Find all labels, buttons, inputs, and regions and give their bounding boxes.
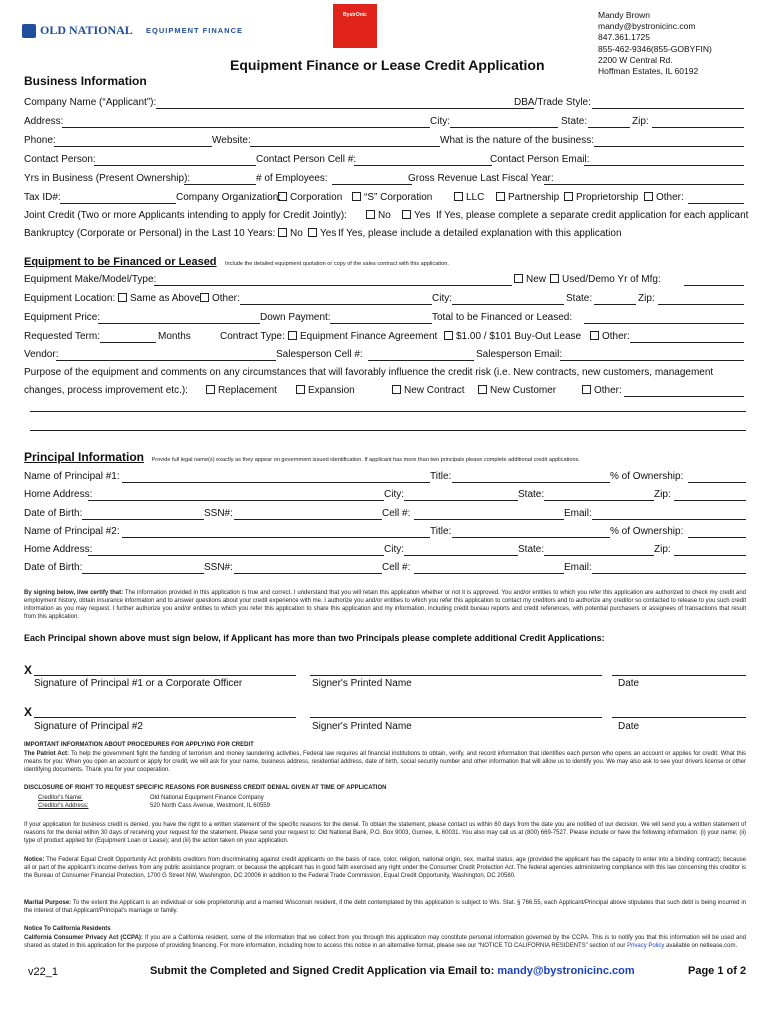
logo-subtitle: EQUIPMENT FINANCE (146, 26, 244, 35)
revenue-label: Gross Revenue Last Fiscal Year: (408, 173, 554, 184)
org-llc[interactable] (452, 191, 484, 205)
principal1-name-field[interactable] (122, 482, 430, 483)
purpose-other-field[interactable] (624, 396, 744, 397)
signature-x: X (24, 663, 33, 677)
bankruptcy-row (24, 227, 746, 243)
no-label: No (378, 210, 391, 221)
ca-text: If you are a California resident, some of the information that we collect from you through this application may constitute personal information governed by the CCPA. This is to notify you that this information will be used and shared as stated in this application for the purpose of providing financing. For more information, including how to access this notice in an alternative format, please see our “NOTICE TO CALIFORNIA RESIDENTS” section of our (24, 935, 746, 949)
principal2-cell-field[interactable] (414, 573, 564, 574)
checkbox-icon (590, 331, 599, 340)
location-label: Equipment Location: (24, 293, 116, 304)
submit-instruction (150, 965, 635, 977)
patriot-lead: The Patriot Act: (24, 751, 70, 757)
website-label: Website: (212, 135, 251, 146)
contact-email-field[interactable] (584, 165, 744, 166)
org-option-label: “S” Corporation (364, 192, 433, 203)
contract-other-option[interactable] (588, 330, 630, 344)
employees-field[interactable] (332, 184, 412, 185)
contract-type-label: Contract Type: (220, 331, 285, 342)
months-label: Months (158, 331, 191, 342)
certify-lead: By signing below, I/we certify that: (24, 590, 124, 596)
creditor-name-label: Creditor's Name: (38, 795, 83, 801)
submit-text: Submit the Completed and Signed Credit Application via Email to: (150, 965, 495, 977)
contact-line: 855-462-9346(855-GOBYFIN) (598, 43, 712, 54)
dob-label: Date of Birth: (24, 508, 83, 519)
org-option-label: Proprietorship (576, 192, 639, 203)
checkbox-icon (288, 331, 297, 340)
purpose-replacement[interactable] (204, 384, 277, 398)
ca-tail: available on netlease.com. (666, 943, 738, 949)
checkbox-icon (278, 192, 287, 201)
org-other-field[interactable] (688, 203, 744, 204)
term-field[interactable] (100, 342, 156, 343)
checkbox-icon (514, 274, 523, 283)
principal1-ownership-field[interactable] (688, 482, 746, 483)
patriot-text: To help the government fight the funding of terrorism and money laundering activities, Federal law requires all financial institutions to obtain, verify, and record information that identifies each person who opens an account or applies for credit. What this means for you: When you open an account or apply for credit, we will ask for your name, business address, residential address, date of birth, social security number and other information that will allow us to identify you. We may also ask to see your drivers license or other identifying documents. Thank you for your cooperation. (24, 751, 747, 773)
state-field[interactable] (588, 127, 630, 128)
yrs-row (24, 172, 746, 188)
other-label: Other: (602, 331, 630, 342)
location-zip-field[interactable] (658, 304, 744, 305)
principal2-home-row (24, 543, 746, 559)
zip-label: Zip: (654, 489, 671, 500)
principal2-ownership-field[interactable] (688, 537, 746, 538)
company-label: Company Name (“Applicant”): (24, 97, 157, 108)
purpose-option-label: Expansion (308, 385, 355, 396)
submit-email-link[interactable]: mandy@bystronicinc.com (497, 965, 635, 977)
printed-name2-line[interactable] (310, 717, 602, 718)
principal2-name-row (24, 525, 746, 541)
purpose-label: Purpose of the equipment and comments on any circumstances that will favorably influence the credit risk (i.e. New contracts, new customers, management (24, 367, 714, 378)
purpose-option-label: New Contract (404, 385, 465, 396)
checkbox-icon (206, 385, 215, 394)
state-label: State: (561, 116, 588, 127)
equipment-heading-note: Include the detailed equipment quotation or copy of the sales contract with this application. (224, 261, 449, 267)
joint-no[interactable] (364, 209, 391, 223)
checkbox-icon (444, 331, 453, 340)
ssn-label: SSN#: (204, 562, 233, 573)
phone-field[interactable] (54, 146, 212, 147)
principal1-home-field[interactable] (88, 500, 384, 501)
title-label: Title: (430, 471, 452, 482)
printed-name1-label: Signer's Printed Name (312, 678, 412, 689)
principal1-name-row (24, 470, 746, 486)
zip-label: Zip: (638, 293, 655, 304)
sales-cell-field[interactable] (368, 360, 474, 361)
taxid-field[interactable] (60, 203, 176, 204)
contact-person-field[interactable] (94, 165, 256, 166)
principal1-title-field[interactable] (452, 482, 610, 483)
bankruptcy-yes[interactable] (306, 227, 336, 241)
contact-email-label: Contact Person Email: (490, 154, 590, 165)
contact-person-label: Contact Person: (24, 154, 96, 165)
ownership-label: % of Ownership: (610, 471, 684, 482)
location-other-field[interactable] (240, 304, 432, 305)
cell-label: Cell #: (382, 508, 411, 519)
org-corporation[interactable] (276, 191, 342, 205)
contact-line: 2200 W Central Rd. (598, 54, 673, 65)
checkbox-icon (352, 192, 361, 201)
principal-heading-row (24, 448, 580, 466)
efa-label: Equipment Finance Agreement (300, 331, 438, 342)
purpose-option-label: Other: (594, 385, 622, 396)
page-title: Equipment Finance or Lease Credit Application (230, 57, 545, 73)
joint-tail: If Yes, please complete a separate credit application for each applicant (436, 210, 749, 221)
location-row (24, 292, 746, 308)
revenue-field[interactable] (544, 184, 744, 185)
purpose-expansion[interactable] (294, 384, 355, 398)
new-label: New (526, 274, 547, 285)
checkbox-icon (366, 210, 375, 219)
yes-label: Yes (414, 210, 431, 221)
principal-heading-note: Provide full legal name(s) exactly as they appear on government issued identification. If applicant has more than two principals please complete additional credit applications. (151, 457, 580, 463)
printed-name2-label: Signer's Printed Name (312, 721, 412, 732)
contact-line: mandy@bystronicinc.com (598, 21, 696, 32)
taxid-label: Tax ID#: (24, 192, 61, 203)
location-city-field[interactable] (452, 304, 564, 305)
vendor-field[interactable] (56, 360, 276, 361)
contact-block (598, 10, 712, 77)
org-option-label: Other: (656, 192, 684, 203)
equipment-heading: Equipment to be Financed or Leased (24, 256, 217, 268)
principal2-dob-row (24, 561, 746, 577)
yes-label: Yes (320, 228, 337, 239)
marital-text: To the extent the Applicant is an individual or sole proprietorship and a married Wisconsin resident, if the debt contemplated by this application is subject to Wis. Stat. § 766.55, each Applicant/Principal above stipulates that such debt is being incurred in the interest of that Applicant/Principal's marriage or family. (24, 900, 746, 914)
total-field[interactable] (584, 323, 744, 324)
purpose-row-2 (24, 384, 746, 400)
website-field[interactable] (250, 146, 440, 147)
purpose-label-2: changes, process improvement etc.): (24, 385, 188, 396)
principal2-zip-field[interactable] (674, 555, 746, 556)
checkbox-icon (496, 192, 505, 201)
marital-lead: Marital Purpose: (24, 900, 72, 906)
buyout-option[interactable] (442, 330, 581, 344)
patriot-paragraph (24, 750, 746, 774)
zip-label: Zip: (654, 544, 671, 555)
address-field[interactable] (62, 127, 430, 128)
zip-field[interactable] (652, 127, 744, 128)
important-heading: IMPORTANT INFORMATION ABOUT PROCEDURES FOR APPLYING FOR CREDIT (24, 742, 254, 748)
state-label: State: (518, 544, 545, 555)
checkbox-icon (582, 385, 591, 394)
purpose-option-label: Replacement (218, 385, 277, 396)
principal1-state-field[interactable] (544, 500, 654, 501)
logo-mark-icon (22, 24, 36, 38)
org-proprietorship[interactable] (562, 191, 638, 205)
page-number: Page 1 of 2 (688, 965, 747, 977)
joint-yes[interactable] (400, 209, 430, 223)
contract-other-field[interactable] (630, 342, 744, 343)
principal2-dob-field[interactable] (82, 573, 204, 574)
logo-text: OLD NATIONAL (40, 23, 133, 37)
dba-field[interactable] (592, 108, 744, 109)
taxid-row (24, 191, 746, 207)
sales-cell-label: Salesperson Cell #: (276, 349, 363, 360)
denied-paragraph: If your application for business credit is denied, you have the right to a written statement of the specific reasons for the denial. To obtain the statement, please contact us within 60 days from the date you are notified of our decision. We will send you a written statement of reasons for the denial within 30 days of receiving your request for the statement. Please send your request to: Old National Bank, P.O. Box 9003, Gurnee, IL 60031. You also may call us at (800) 669-7527. Please include or have the following information: (i) your name; (ii) type of product applied for (Equipment Loan or Lease); and (iii) the action taken on your application. (24, 822, 746, 844)
contact-line: Hoffman Estates, IL 60192 (598, 66, 699, 77)
disclosure-heading: DISCLOSURE OF RIGHT TO REQUEST SPECIFIC REASONS FOR BUSINESS CREDIT DENIAL GIVEN AT TIME OF APPLICATION (24, 785, 387, 791)
checkbox-icon (308, 228, 317, 237)
ssn-label: SSN#: (204, 508, 233, 519)
bankruptcy-label: Bankruptcy (Corporate or Personal) in the Last 10 Years: (24, 228, 276, 239)
city-field[interactable] (450, 127, 558, 128)
total-label: Total to be Financed or Leased: (432, 312, 573, 323)
dob-label: Date of Birth: (24, 562, 83, 573)
buyout-label: $1.00 / $101 Buy-Out Lease (456, 331, 582, 342)
checkbox-icon (296, 385, 305, 394)
each-principal-note: Each Principal shown above must sign below, if Applicant has more than two Principals please complete additional Credit Applications: (24, 633, 605, 643)
other-label: Other: (212, 293, 240, 304)
date1-line[interactable] (612, 675, 746, 676)
date2-label: Date (618, 721, 640, 732)
org-s-corporation[interactable] (350, 191, 432, 205)
yrs-label: Yrs in Business (Present Ownership): (24, 173, 191, 184)
certify-paragraph (24, 589, 746, 621)
principal2-home-field[interactable] (88, 555, 384, 556)
contact-line: 847.361.1725 (598, 32, 650, 43)
city-label: City: (430, 116, 450, 127)
principal1-home-row (24, 488, 746, 504)
marital-paragraph (24, 899, 746, 915)
creditor-address-label: Creditor's Address: (38, 803, 89, 809)
new-option[interactable] (512, 273, 546, 287)
email-label: Email: (564, 562, 592, 573)
principal2-name-label: Name of Principal #2: (24, 526, 120, 537)
nature-label: What is the nature of the business: (440, 135, 594, 146)
down-field[interactable] (330, 323, 432, 324)
checkbox-icon (454, 192, 463, 201)
purpose-other[interactable] (580, 384, 622, 398)
home-label: Home Address: (24, 489, 93, 500)
contact-cell-label: Contact Person Cell #: (256, 154, 357, 165)
principal-heading: Principal Information (24, 450, 145, 464)
checkbox-icon (550, 274, 559, 283)
principal2-title-field[interactable] (452, 537, 610, 538)
efa-option[interactable] (286, 330, 437, 344)
joint-label: Joint Credit (Two or more Applicants intending to apply for Credit Jointly): (24, 210, 347, 221)
city-label: City: (384, 544, 404, 555)
price-row (24, 311, 746, 327)
contact-cell-field[interactable] (354, 165, 492, 166)
sales-email-label: Salesperson Email: (476, 349, 563, 360)
org-option-label: LLC (466, 192, 485, 203)
checkbox-icon (402, 210, 411, 219)
nature-field[interactable] (594, 146, 744, 147)
checkbox-icon (278, 228, 287, 237)
used-year-field[interactable] (684, 285, 744, 286)
city-label: City: (384, 489, 404, 500)
address-label: Address: (24, 116, 64, 127)
company-field[interactable] (156, 108, 534, 109)
same-label: Same as Above (130, 293, 201, 304)
org-other[interactable] (642, 191, 684, 205)
term-label: Requested Term: (24, 331, 100, 342)
principal2-state-field[interactable] (544, 555, 654, 556)
yrs-field[interactable] (184, 184, 256, 185)
principal1-email-field[interactable] (592, 519, 746, 520)
certify-text: The information provided in this application is true and correct. I understand that you will retain this application whether or not it is approved. You and/or entities to which you refer this application are authorized to check my credit and employment history, obtain insurance information and to answer questions about your credit experience with me. I authorize you and/or entities to which you refer this application to contact my creditors and to authorize any creditor so contacted to release to you such credit information as you may request. I further authorize you and/or entities to which you refer this application to share this application and my information, including credit bureau reports and credit references, with potential purchasers or assignees of transactions that result from this application. (24, 590, 747, 620)
principal1-dob-field[interactable] (82, 519, 204, 520)
state-label: State: (566, 293, 593, 304)
price-label: Equipment Price: (24, 312, 101, 323)
contact-line: Mandy Brown (598, 10, 650, 20)
price-field[interactable] (98, 323, 260, 324)
make-field[interactable] (154, 285, 512, 286)
zip-label: Zip: (632, 116, 649, 127)
principal1-name-label: Name of Principal #1: (24, 471, 120, 482)
signature2-label: Signature of Principal #2 (34, 721, 143, 732)
ownership-label: % of Ownership: (610, 526, 684, 537)
principal2-name-field[interactable] (122, 537, 430, 538)
date1-label: Date (618, 678, 640, 689)
signature-x: X (24, 705, 33, 719)
business-heading: Business Information (24, 74, 147, 88)
principal1-zip-field[interactable] (674, 500, 746, 501)
contact-person-row (24, 153, 746, 169)
checkbox-icon (392, 385, 401, 394)
state-label: State: (518, 489, 545, 500)
down-label: Down Payment: (260, 312, 331, 323)
signature2-line[interactable] (34, 717, 296, 718)
principal2-ssn-field[interactable] (234, 573, 382, 574)
checkbox-icon (118, 293, 127, 302)
brand-badge-text: BystrOnic (343, 12, 367, 18)
creditor-name: Old National Equipment Finance Company (150, 795, 264, 801)
term-row (24, 330, 746, 346)
city-label: City: (432, 293, 452, 304)
location-state-field[interactable] (594, 304, 636, 305)
privacy-policy-link[interactable]: Privacy Policy (627, 943, 665, 949)
vendor-label: Vendor: (24, 349, 59, 360)
checkbox-icon (200, 293, 209, 302)
no-label: No (290, 228, 303, 239)
principal1-dob-row (24, 507, 746, 523)
org-option-label: Corporation (290, 192, 343, 203)
dba-label: DBA/Trade Style: (514, 97, 591, 108)
org-label: Company Organization: (176, 192, 282, 203)
signature1-line[interactable] (34, 675, 296, 676)
location-other-option[interactable] (198, 292, 240, 306)
principal2-email-field[interactable] (592, 573, 746, 574)
ca-lead: California Consumer Privacy Act (CCPA): (24, 935, 143, 941)
signature1-label: Signature of Principal #1 or a Corporate Officer (34, 678, 243, 689)
joint-row (24, 209, 749, 225)
phone-row (24, 134, 746, 150)
vendor-row (24, 348, 746, 364)
principal1-ssn-field[interactable] (234, 519, 382, 520)
principal1-city-field[interactable] (404, 500, 518, 501)
ca-heading: Notice To California Residents (24, 926, 111, 932)
make-label: Equipment Make/Model/Type: (24, 274, 157, 285)
purpose-comment-line[interactable] (30, 411, 746, 412)
company-row (24, 96, 746, 112)
principal2-city-field[interactable] (404, 555, 518, 556)
used-option[interactable] (548, 273, 661, 287)
brand-badge (333, 4, 377, 48)
sales-email-field[interactable] (560, 360, 744, 361)
printed-name1-line[interactable] (310, 675, 602, 676)
home-label: Home Address: (24, 544, 93, 555)
notice-paragraph (24, 856, 746, 880)
purpose-row (24, 366, 746, 382)
notice-lead: Notice: (24, 857, 45, 863)
principal1-cell-field[interactable] (414, 519, 564, 520)
address-row (24, 115, 746, 131)
phone-label: Phone: (24, 135, 56, 146)
checkbox-icon (644, 192, 653, 201)
date2-line[interactable] (612, 717, 746, 718)
bankruptcy-tail: If Yes, please include a detailed explanation with this application (338, 228, 622, 239)
ca-paragraph (24, 934, 746, 950)
checkbox-icon (564, 192, 573, 201)
org-partnership[interactable] (494, 191, 559, 205)
notice-text: The Federal Equal Credit Opportunity Act prohibits creditors from discriminating against credit applicants on the basis of race, color, religion, national origin, sex, marital status, age (provided the applicant has the capacity to enter into a binding contract); because all or part of the applicant's income derives from any public assistance program; or because the applicant has in good faith exercised any right under the Consumer Credit Protection Act. The federal agencies administering compliance with this law concerning this creditor is the Bureau of Consumer Financial Protection, 1700 G Street NW, Washington, DC 20006 in addition to the Federal Trade Commission, Equal Credit Opportunity, Washington, DC 20580. (24, 857, 746, 879)
checkbox-icon (478, 385, 487, 394)
version-label: v22_1 (28, 966, 58, 978)
email-label: Email: (564, 508, 592, 519)
purpose-option-label: New Customer (490, 385, 557, 396)
purpose-new-contract[interactable] (390, 384, 465, 398)
org-option-label: Partnership (508, 192, 560, 203)
make-row (24, 273, 746, 289)
creditor-address: 520 North Cass Avenue, Westmont, IL 60559 (150, 803, 270, 809)
purpose-comment-line[interactable] (30, 430, 746, 431)
employees-label: # of Employees: (256, 173, 328, 184)
purpose-new-customer[interactable] (476, 384, 556, 398)
used-label: Used/Demo Yr of Mfg: (562, 274, 661, 285)
cell-label: Cell #: (382, 562, 411, 573)
title-label: Title: (430, 526, 452, 537)
bankruptcy-no[interactable] (276, 227, 303, 241)
same-option[interactable] (116, 292, 200, 306)
equipment-heading-row (24, 252, 449, 270)
